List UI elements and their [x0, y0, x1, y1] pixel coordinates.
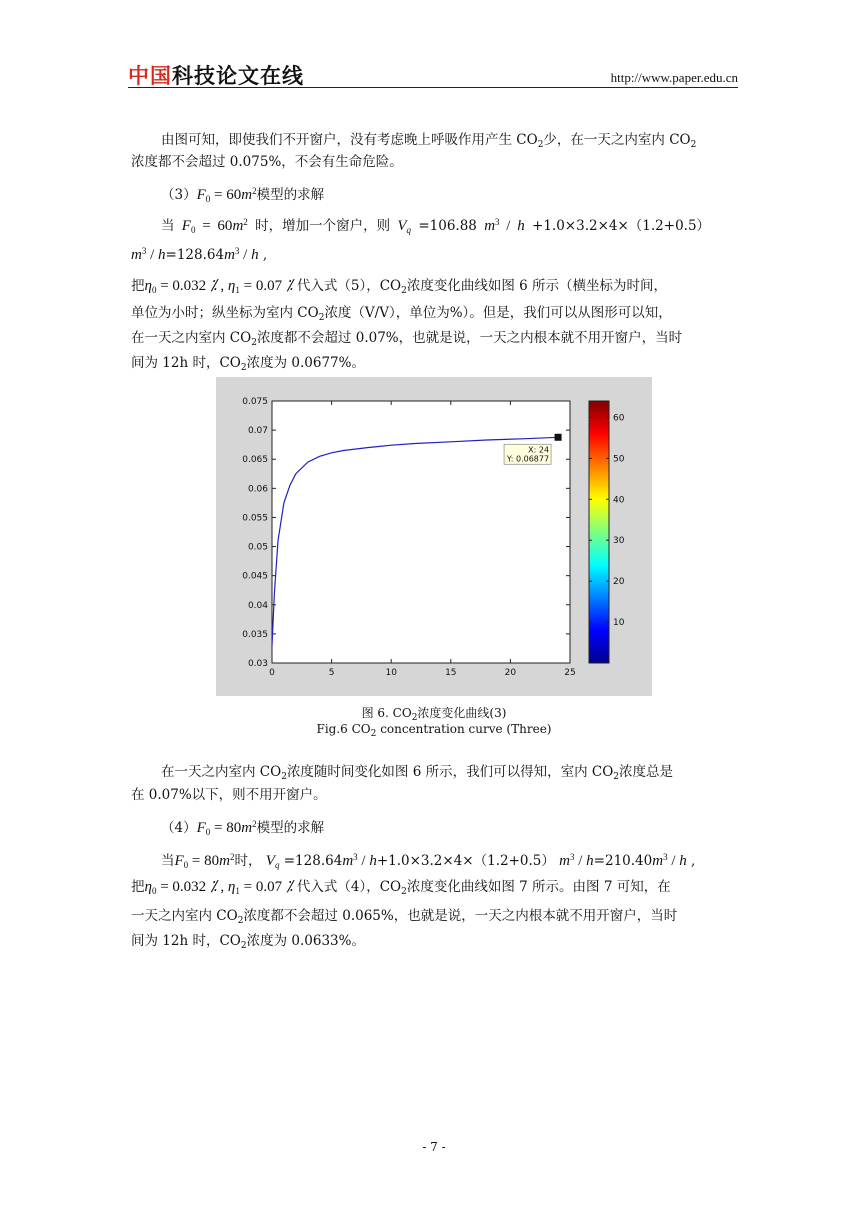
logo-part1: 中国	[128, 64, 172, 88]
logo-part2: 科技论文在线	[172, 64, 304, 88]
datatip-x-label: X: 24	[528, 445, 550, 455]
figure-6-chart	[216, 377, 652, 696]
journal-logo	[128, 60, 304, 90]
paragraph-line: 当$F_0 = 80m^2$时， $V_q =128.64m^3 / h+1.0\times 3.2\times 4\times(1.2+0.5)$ $m^3 / h=210.40m^3 / h$ ,	[161, 852, 696, 870]
colorbar-tick-label: 20	[613, 577, 625, 588]
paragraph-line: 在一天之内室内 $CO_2$浓度都不会超过 0.07%，也就是说，一天之内根本就不用开窗户，当时	[131, 330, 683, 348]
y-tick-label: 0.075	[242, 397, 268, 407]
datatip-y-label: Y: 0.06877	[506, 454, 550, 464]
figure-caption-cn: 图 6. $CO_2$浓度变化曲线(3)	[361, 706, 507, 723]
y-tick-label: 0.05	[247, 542, 268, 553]
equation-f0-60: $F_0 = 60m^2$	[196, 186, 257, 204]
paragraph-line: 把$\eta_0 = 0.032$ ⁒ , $\eta_1 = 0.07$ ⁒ 代入式（4），$CO_2$浓度变化曲线如图 7 所示。由图 7 可知，在	[131, 879, 671, 897]
datatip-marker[interactable]	[555, 434, 562, 441]
x-tick-label: 15	[445, 668, 457, 678]
plot-area	[272, 401, 570, 663]
paragraph-line: 间为 12h 时，$CO_2$浓度为 0.0677%。	[131, 355, 365, 373]
paragraph-line: 把$\eta_0 = 0.032$ ⁒ , $\eta_1 = 0.07$ ⁒ 代入式（5），$CO_2$浓度变化曲线如图 6 所示（横坐标为时间，	[131, 278, 668, 296]
section-heading-3: $(3)F_0 = 60m^2$模型的求解	[161, 186, 325, 204]
x-tick-label: 5	[328, 668, 335, 678]
colorbar-tick-label: 50	[613, 454, 625, 465]
site-url[interactable]: http://www.paper.edu.cn	[610, 70, 738, 85]
figure-caption-en: Fig.6 $CO_2$ concentration curve (Three)	[316, 722, 552, 739]
y-tick-label: 0.035	[242, 629, 268, 640]
y-tick-label: 0.06	[247, 484, 268, 495]
chart-svg	[216, 377, 652, 696]
paragraph-line: 间为 12h 时，$CO_2$浓度为 0.0633%。	[131, 933, 365, 951]
paragraph-line: $m^3 / h=128.64m^3 / h$ ,	[131, 246, 268, 263]
paragraph-line: 当 $F_0 = 60m^2$ 时，增加一个窗户，则 $V_q =106.88$ $m^3 / h +1.0\times 3.2\times 4\times(1.2+0.5)$	[161, 217, 711, 235]
y-tick-label: 0.065	[242, 455, 268, 466]
x-tick-label: 0	[269, 668, 275, 678]
paragraph-line: 在一天之内室内 $CO_2$浓度随时间变化如图 6 所示，我们可以得知，室内 $CO_2$浓度总是	[161, 764, 674, 782]
y-tick-label: 0.055	[242, 513, 268, 524]
colorbar	[589, 401, 609, 663]
paragraph-line: 在 0.07%以下，则不用开窗户。	[131, 787, 327, 803]
x-tick-label: 20	[504, 668, 517, 678]
x-tick-label: 25	[564, 668, 576, 678]
page-number: - 7 -	[422, 1140, 446, 1154]
colorbar-tick-label: 40	[613, 495, 625, 506]
page-header	[128, 58, 738, 88]
equation-f0-80: $F_0 = 80m^2$	[196, 819, 257, 837]
paragraph-line: 由图可知，即使我们不开窗户，没有考虑晚上呼吸作用产生 $CO_2$少，在一天之内室内 $CO_2$	[161, 132, 697, 150]
colorbar-tick-label: 10	[613, 618, 625, 629]
section-heading-4: $(4)F_0 = 80m^2$模型的求解	[161, 819, 325, 837]
y-tick-label: 0.04	[247, 600, 268, 611]
x-tick-label: 10	[385, 668, 397, 678]
colorbar-tick-label: 30	[613, 536, 625, 547]
colorbar-tick-label: 60	[613, 413, 625, 424]
datatip	[504, 444, 551, 464]
paragraph-line: 单位为小时；纵坐标为室内 $CO_2$浓度（V/V），单位为%）。但是，我们可以从图形可以知，	[131, 305, 672, 323]
y-tick-label: 0.07	[247, 426, 268, 437]
y-tick-label: 0.045	[242, 571, 268, 582]
paragraph-line: 浓度都不会超过 0.075%，不会有生命危险。	[131, 154, 403, 170]
y-tick-label: 0.03	[247, 659, 268, 669]
paragraph-line: 一天之内室内 $CO_2$浓度都不会超过 0.065%，也就是说，一天之内根本就不用开窗户，当时	[131, 908, 678, 926]
